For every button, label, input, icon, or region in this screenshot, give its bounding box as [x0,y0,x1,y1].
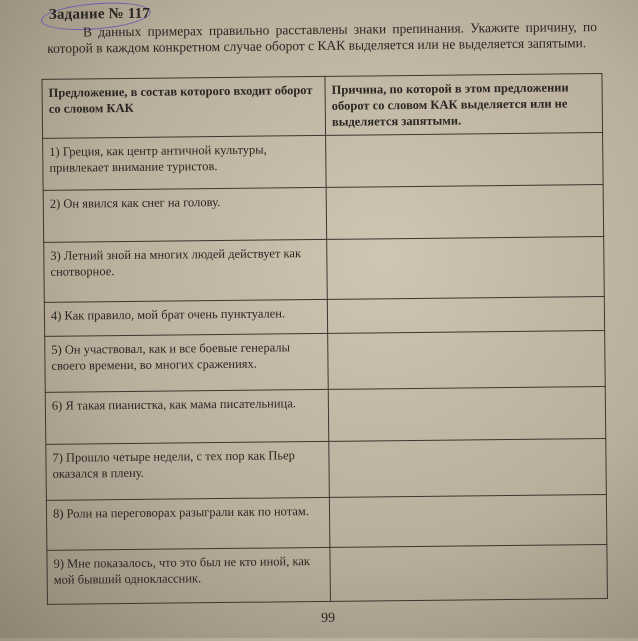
reason-cell[interactable] [326,185,604,240]
table-row [45,331,606,393]
reason-cell[interactable] [328,387,606,442]
sentence-cell: 2) Он явился как снег на голову. [43,187,327,242]
reason-cell[interactable] [328,331,606,390]
table-row [43,185,604,243]
reason-cell[interactable] [327,297,604,334]
table-row [44,237,605,303]
table-row [45,387,606,445]
reason-cell[interactable] [329,495,607,548]
reason-cell[interactable] [330,544,608,601]
sentence-cell: 1) Греция, как центр античной культуры, привлекает внимание туристов. [43,135,327,190]
table-row [46,439,607,501]
sentence-cell: 6) Я такая пианистка, как мама писательница. [45,389,329,444]
table-row [43,133,604,191]
table-header-row [42,74,603,139]
punctuation-table [41,73,607,605]
sentence-cell: 3) Летний зной на многих людей действует как снотворное. [44,239,328,302]
reason-cell[interactable] [327,237,605,300]
table-row [47,544,608,604]
page-number: 99 [321,610,336,626]
sentence-cell: 4) Как правило, мой брат очень пунктуален. [44,299,327,336]
sentence-cell: 8) Роли на переговорах разыграли как по нотам. [46,497,330,550]
sentence-cell: 9) Мне показалось, что это был не кто иной, как мой бывший одноклассник. [47,547,331,604]
sentence-cell: 5) Он участвовал, как и все боевые генералы своего времени, во многих сражениях. [45,333,329,392]
header-sentence: Предложение, в состав которого входит оборот со словом КАК [42,76,326,138]
task-instructions: В данных примерах правильно расставлены знаки препинания. Укажите причину, по которой в каждом конкретном случае оборот с КАК выделяется или не выделяется запятыми. [47,19,598,56]
reason-cell[interactable] [326,133,604,188]
header-reason: Причина, по которой в этом предложении оборот со словом КАК выделяется или не выделяется запятыми. [325,74,603,136]
table-row [46,495,606,551]
task-title: Задание № 117 [48,5,151,23]
sentence-cell: 7) Прошло четыре недели, с тех пор как Пьер оказался в плену. [46,441,330,500]
reason-cell[interactable] [329,439,607,498]
